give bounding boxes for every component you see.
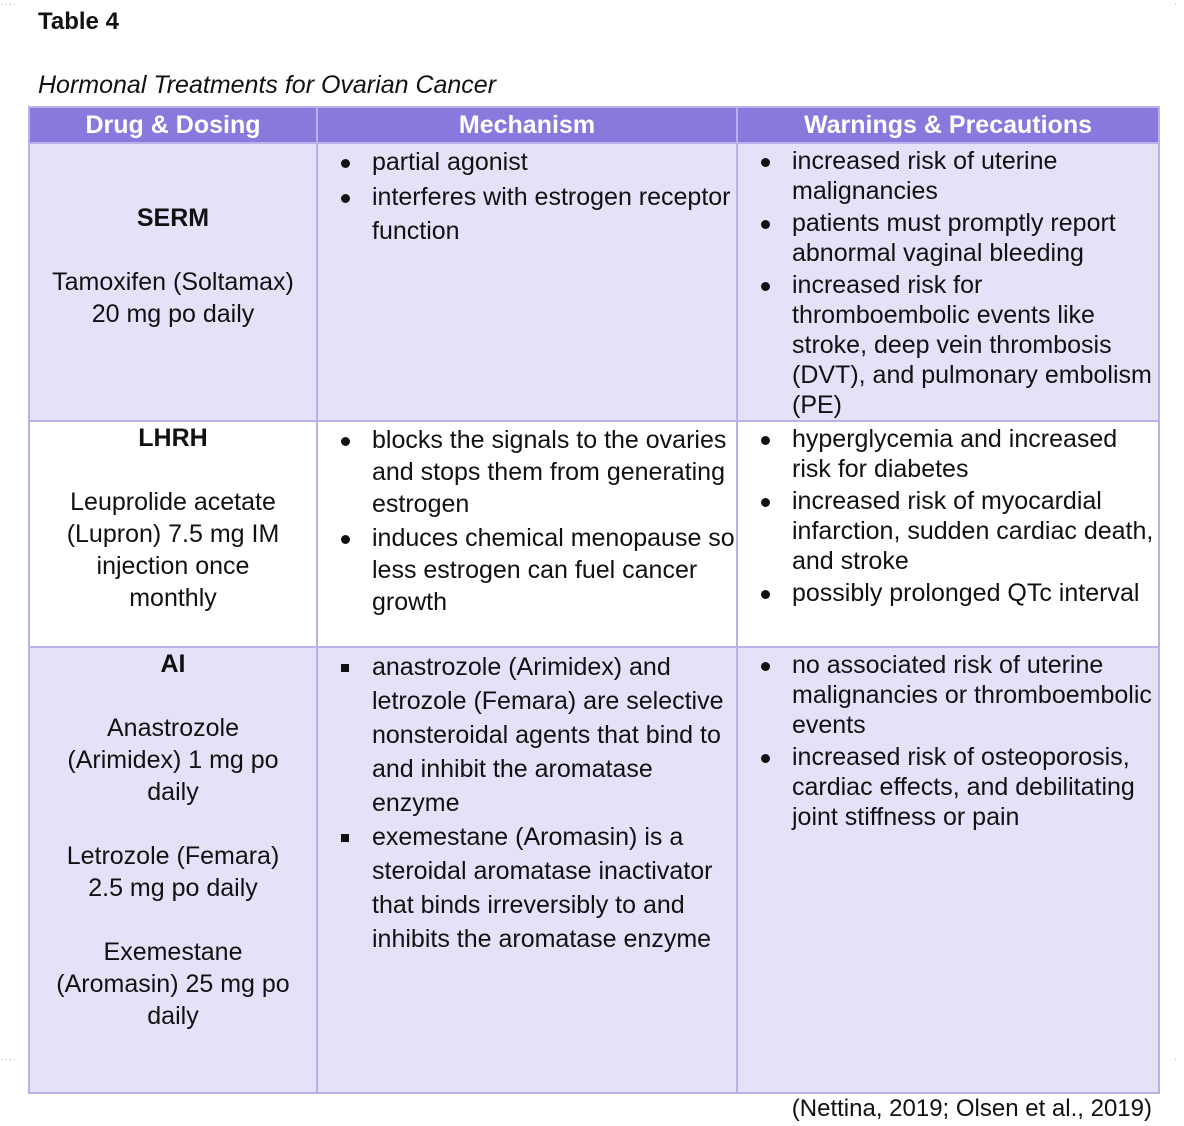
mechanism-item xyxy=(318,650,736,820)
drug-dosing-line: injection once xyxy=(96,552,250,580)
warning-text: possibly prolonged QTc interval xyxy=(792,579,1140,607)
drug-dosing-line: (Arimidex) 1 mg po xyxy=(67,746,279,774)
mechanism-text: interferes with estrogen receptor function xyxy=(372,183,731,245)
warning-item xyxy=(738,650,1158,740)
mechanism-item xyxy=(318,146,736,178)
drug-cell xyxy=(29,647,317,1093)
drug-class-name: LHRH xyxy=(138,424,208,452)
bullet-dot-icon xyxy=(754,742,776,772)
warning-text: no associated risk of uterine malignancies or thromboembolic events xyxy=(792,651,1152,739)
table-title: Hormonal Treatments for Ovarian Cancer xyxy=(38,71,497,99)
drug-dosing-line: Tamoxifen (Soltamax) xyxy=(52,268,294,296)
drug-dosing-line: Exemestane xyxy=(103,938,243,966)
bullet-dot-icon xyxy=(334,424,356,456)
warning-item xyxy=(738,208,1158,268)
bullet-dot-icon xyxy=(334,522,356,554)
table-header-row xyxy=(29,107,1159,143)
bullet-dot-icon xyxy=(334,180,356,214)
warning-text: increased risk of uterine malignancies xyxy=(792,147,1058,205)
mechanism-text: induces chemical menopause so less estrogen can fuel cancer growth xyxy=(372,524,735,616)
bullet-dot-icon xyxy=(754,424,776,454)
mechanism-item xyxy=(318,522,736,618)
warning-item xyxy=(738,486,1158,576)
bullet-dot-icon xyxy=(754,650,776,680)
drug-dosing-line: (Aromasin) 25 mg po xyxy=(56,970,290,998)
header-warnings-precautions: Warnings & Precautions xyxy=(737,107,1159,143)
warning-text: patients must promptly report abnormal vaginal bleeding xyxy=(792,209,1116,267)
warning-item xyxy=(738,742,1158,832)
mechanism-text: anastrozole (Arimidex) and letrozole (Femara) are selective nonsteroidal agents that bind to and inhibit the aromatase enzyme xyxy=(372,653,724,817)
bullet-dot-icon xyxy=(754,578,776,608)
drug-dosing-line: 2.5 mg po daily xyxy=(88,874,258,902)
mechanism-text: blocks the signals to the ovaries and stops them from generating estrogen xyxy=(372,426,727,518)
warning-item xyxy=(738,270,1158,420)
hormonal-treatments-table xyxy=(28,106,1160,1094)
drug-class-name: AI xyxy=(160,650,186,678)
mechanism-text: partial agonist xyxy=(372,148,528,176)
header-drug-dosing: Drug & Dosing xyxy=(29,107,317,143)
drug-dosing-line: Leuprolide acetate xyxy=(70,488,276,516)
crop-mark-bottom-right: · xyxy=(1174,1054,1179,1065)
warning-text: hyperglycemia and increased risk for diabetes xyxy=(792,425,1118,483)
table-row-ai xyxy=(29,647,1159,1093)
mechanism-cell xyxy=(317,421,737,647)
drug-class-name: SERM xyxy=(136,204,210,232)
crop-mark-bottom-left: ···· xyxy=(0,1054,18,1065)
crop-mark-top-left: ···· xyxy=(0,0,18,10)
warning-text: increased risk for thromboembolic events like stroke, deep vein thrombosis (DVT), and pulmonary embolism (PE) xyxy=(792,271,1152,419)
mechanism-cell xyxy=(317,647,737,1093)
warning-text: increased risk of osteoporosis, cardiac effects, and debilitating joint stiffness or pain xyxy=(792,743,1135,831)
citation: (Nettina, 2019; Olsen et al., 2019) xyxy=(791,1095,1152,1122)
drug-dosing-line: Anastrozole xyxy=(106,714,240,742)
bullet-dot-icon xyxy=(754,270,776,300)
table-label: Table 4 xyxy=(38,8,119,35)
warning-text: increased risk of myocardial infarction, sudden cardiac death, and stroke xyxy=(792,487,1154,575)
bullet-dot-icon xyxy=(334,146,356,178)
warnings-cell xyxy=(737,647,1159,1093)
warnings-cell xyxy=(737,143,1159,421)
mechanism-cell xyxy=(317,143,737,421)
bullet-square-icon xyxy=(334,650,356,684)
drug-cell xyxy=(29,143,317,421)
bullet-dot-icon xyxy=(754,486,776,516)
crop-mark-top-right: · xyxy=(1174,0,1179,10)
warnings-cell xyxy=(737,421,1159,647)
warning-item xyxy=(738,578,1158,608)
mechanism-text: exemestane (Aromasin) is a steroidal aromatase inactivator that binds irreversibly to and inhibits the aromatase enzyme xyxy=(372,823,713,953)
drug-dosing-line: Letrozole (Femara) xyxy=(66,842,280,870)
warning-item xyxy=(738,146,1158,206)
drug-dosing-line: daily xyxy=(147,778,199,806)
drug-cell xyxy=(29,421,317,647)
table-row-serm xyxy=(29,143,1159,421)
table-row-lhrh xyxy=(29,421,1159,647)
mechanism-item xyxy=(318,820,736,956)
bullet-dot-icon xyxy=(754,146,776,176)
mechanism-item xyxy=(318,424,736,520)
drug-dosing-line: 20 mg po daily xyxy=(91,300,255,328)
bullet-square-icon xyxy=(334,820,356,854)
drug-dosing-line: (Lupron) 7.5 mg IM xyxy=(66,520,280,548)
mechanism-item xyxy=(318,180,736,248)
bullet-dot-icon xyxy=(754,208,776,238)
header-mechanism: Mechanism xyxy=(317,107,737,143)
warning-item xyxy=(738,424,1158,484)
drug-dosing-line: daily xyxy=(147,1002,199,1030)
drug-dosing-line: monthly xyxy=(129,584,217,612)
